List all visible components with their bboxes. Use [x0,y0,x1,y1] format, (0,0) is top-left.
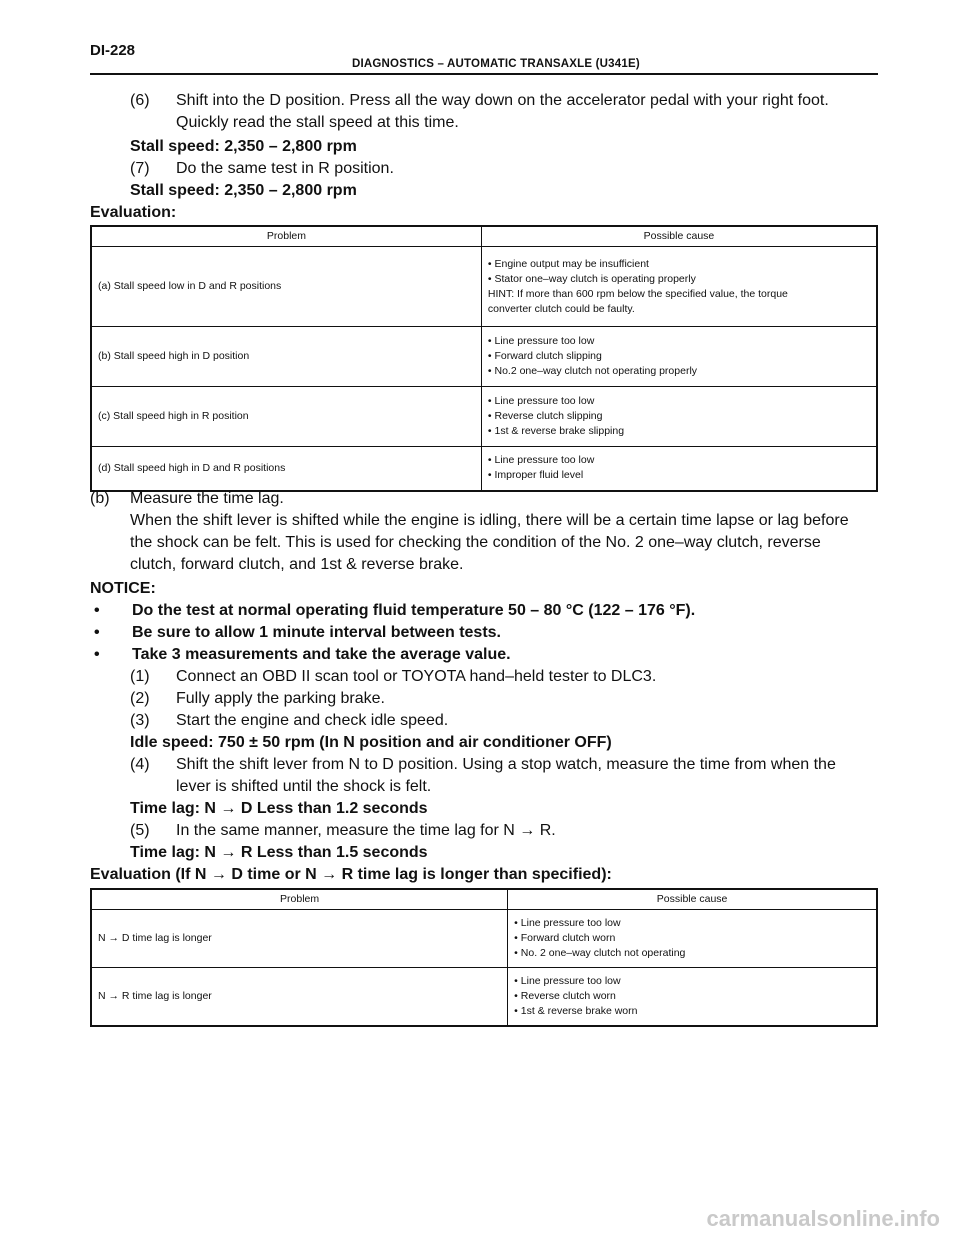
step-text: Shift into the D position. Press all the way down on the accelerator pedal with your right foot. [176,92,829,109]
notice-item [90,600,695,622]
notice-item [90,622,501,644]
table-row [91,910,877,968]
step-number: (b) [90,490,110,507]
step-3 [130,710,448,732]
table-row [91,447,877,491]
evaluation-heading: Evaluation: [90,204,177,221]
problem-cell: (a) Stall speed low in D and R positions [91,247,481,327]
bullet-icon: • [94,646,100,663]
step-text: Fully apply the parking brake. [176,690,385,707]
site-watermark: carmanualsonline.info [706,1206,940,1231]
cause-item: • Line pressure too low [514,974,621,987]
cause-cell [481,387,877,447]
bullet-icon: • [94,602,100,619]
table-header-row [91,226,877,247]
step-b-description: When the shift lever is shifted while the engine is idling, there will be a certain time lapse or lag before [130,512,849,529]
table-row [91,327,877,387]
step-6-continued: Quickly read the stall speed at this time. [176,114,459,131]
column-header-cause: Possible cause [481,226,877,247]
problem-cell: N → R time lag is longer [91,968,508,1026]
step-b [90,488,284,510]
time-lag-evaluation-table [90,888,878,1027]
stall-speed-spec-r: Stall speed: 2,350 – 2,800 rpm [130,182,357,199]
table-row [91,387,877,447]
step-title: Measure the time lag. [130,490,284,507]
hint-text: converter clutch could be faulty. [487,302,635,315]
notice-text: Do the test at normal operating fluid temperature 50 – 80 °C (122 – 176 °F). [132,602,696,619]
problem-cell: (c) Stall speed high in R position [91,387,481,447]
hint-text: HINT: If more than 600 rpm below the specified value, the torque [487,287,788,300]
stall-evaluation-table [90,225,878,492]
step-text: In the same manner, measure the time lag for N → R. [176,822,556,839]
step-4 [130,754,836,776]
step-b-description: the shock can be felt. This is used for checking the condition of the No. 2 one–way clutch, reverse [130,534,821,551]
notice-text: Be sure to allow 1 minute interval between tests. [132,624,501,641]
step-number: (4) [130,756,150,773]
table-header-row [91,889,877,910]
column-header-problem: Problem [91,889,508,910]
problem-cell: N → D time lag is longer [91,910,508,968]
step-text: Do the same test in R position. [176,160,394,177]
cause-cell [508,910,877,968]
step-6 [130,90,829,112]
bullet-icon: • [94,624,100,641]
step-7 [130,158,394,180]
step-5 [130,820,556,842]
cause-cell [508,968,877,1026]
problem-cell: (b) Stall speed high in D position [91,327,481,387]
cause-item: • No.2 one–way clutch not operating properly [487,365,698,377]
step-1 [130,666,656,688]
step-text: Connect an OBD II scan tool or TOYOTA hand–held tester to DLC3. [176,668,657,685]
notice-item [90,644,511,666]
step-b-description: clutch, forward clutch, and 1st & reverse brake. [130,556,464,573]
cause-item: • 1st & reverse brake worn [514,1004,638,1017]
notice-heading: NOTICE: [90,580,156,597]
time-lag-spec-r: Time lag: N → R Less than 1.5 seconds [130,844,428,861]
step-2 [130,688,385,710]
cause-item: • Improper fluid level [487,469,584,482]
time-lag-evaluation-heading: Evaluation (If N → D time or N → R time lag is longer than specified): [90,866,612,883]
section-title: DIAGNOSTICS – AUTOMATIC TRANSAXLE (U341E) [352,58,640,70]
idle-speed-spec: Idle speed: 750 ± 50 rpm (In N position and air conditioner OFF) [130,734,612,751]
step-number: (3) [130,712,150,729]
header-divider [90,73,878,75]
step-number: (6) [130,92,150,109]
page-code: DI-228 [90,42,136,59]
cause-item: • No. 2 one–way clutch not operating [514,947,686,959]
step-number: (2) [130,690,150,707]
cause-item: • Reverse clutch slipping [487,410,603,422]
column-header-problem: Problem [91,226,481,247]
cause-item: • Engine output may be insufficient [487,257,649,270]
step-number: (7) [130,160,150,177]
cause-item: • Line pressure too low [487,454,595,467]
step-number: (5) [130,822,150,839]
table-row [91,247,877,327]
step-4-continued: lever is shifted until the shock is felt. [176,778,432,795]
cause-item: • Forward clutch worn [514,932,616,944]
column-header-cause: Possible cause [508,889,877,910]
table-row [91,968,877,1026]
cause-cell [481,247,877,327]
step-text: Shift the shift lever from N to D position. Using a stop watch, measure the time from when the [176,756,836,773]
time-lag-spec-d: Time lag: N → D Less than 1.2 seconds [130,800,428,817]
cause-item: • Stator one–way clutch is operating properly [487,272,696,285]
step-text: Start the engine and check idle speed. [176,712,449,729]
stall-speed-spec-d: Stall speed: 2,350 – 2,800 rpm [130,138,357,155]
step-number: (1) [130,668,150,685]
cause-item: • Forward clutch slipping [487,350,602,362]
cause-item: • Line pressure too low [487,395,595,407]
cause-item: • Reverse clutch worn [514,989,616,1002]
cause-item: • Line pressure too low [514,917,621,929]
cause-item: • 1st & reverse brake slipping [487,425,625,437]
cause-item: • Line pressure too low [487,335,595,347]
cause-cell [481,447,877,491]
cause-cell [481,327,877,387]
notice-text: Take 3 measurements and take the average value. [132,646,511,663]
problem-cell: (d) Stall speed high in D and R positions [91,447,481,491]
